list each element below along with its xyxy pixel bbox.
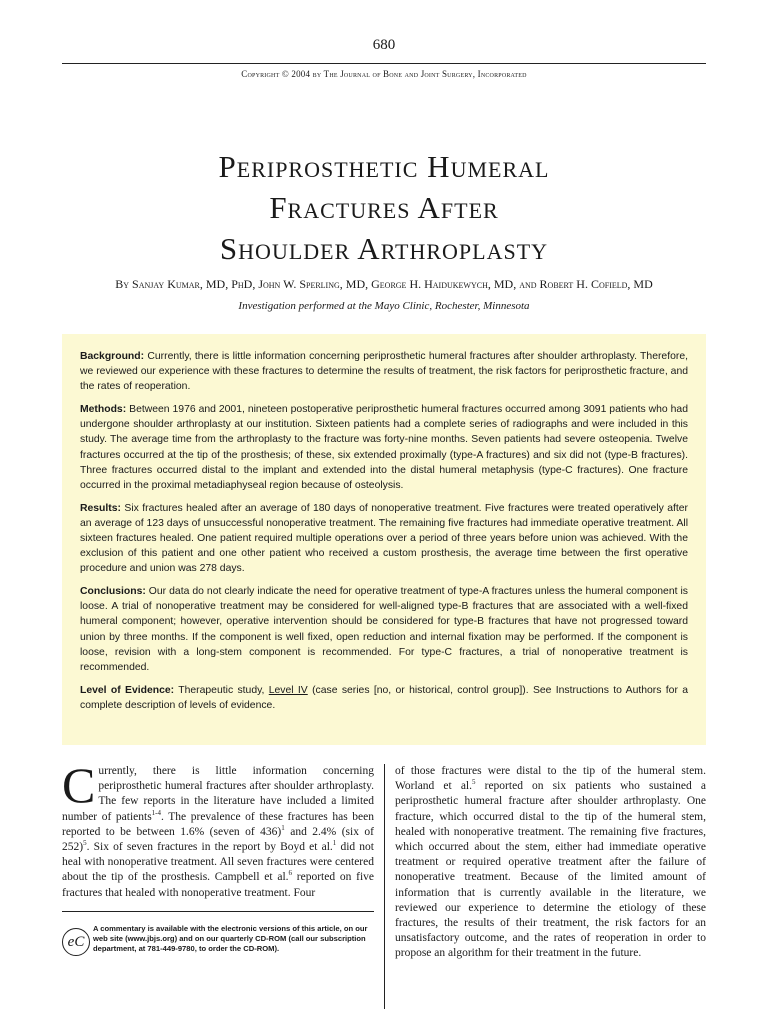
abstract-results (80, 501, 688, 577)
body-column-right (395, 764, 706, 962)
institution-line: Investigation performed at the Mayo Clinic, Rochester, Minnesota (238, 300, 530, 312)
title-line-1: Periprosthetic Humeral (218, 149, 550, 184)
methods-label: Methods: (80, 404, 127, 415)
background-text: Currently, there is little information concerning periprosthetic humeral fractures after shoulder arthroplasty. Therefore, we reviewed our experience with these fractures to determine the results of treatment, the risk factors for periprosthetic fracture, and the rates of reoperation. (80, 351, 688, 393)
level-text-after: (case series [no, or historical, control group]). See Instructions to Authors for a complete description of levels of evidence. (80, 684, 689, 711)
citation-sup: 6 (288, 869, 293, 878)
title-line-3: Shoulder Arthroplasty (219, 231, 549, 266)
left-text-1: urrently, there is little information concerning periprosthetic humeral fractures after shoulder arthroplasty. The few reports in the literature have included a limited number of patients (62, 765, 374, 823)
conclusions-text: Our data do not clearly indicate the need for operative treatment of type-A fractures unless the humeral component is loose. A trial of nonoperative treatment may be considered for well-aligned type-B fractures that are associated with a well-fixed humeral component; however, operative intervention should be considered for type-B fractures that have not progressed toward union by three months. If the component is well fixed, open reduction and internal fixation may be performed. If the component is loose, revision with a long-stem component is recommended. For type-C fractures, a trial of nonoperative treatment is recommended. (80, 586, 688, 674)
commentary-rule (62, 911, 374, 912)
left-text-6: reported on five fractures that healed with nonoperative treatment. Four (62, 871, 374, 899)
drop-cap: C (62, 757, 96, 813)
right-text-1: of those fractures were distal to the tip of the humeral stem. Worland et al. (395, 765, 706, 793)
right-text-2: reported on six patients who sustained a periprosthetic humeral fracture after shoulder arthroplasty. One fracture, which occurred distal to the tip of the humeral stem, healed with nonoperative treatment. The remaining five fractures, which occurred about the stem, either had immediate operative treatment or required operative treatment after the failure of nonoperative treatment. Because of the limited amount of information that is currently available in the literature, we reviewed our experience to determine the etiology of these fractures, the results of their treatment, the risk factors for an unsatisfactory outcome, and the rates of reoperation in order to propose an algorithm for their treatment in the future. (395, 780, 706, 960)
results-label: Results: (80, 502, 121, 514)
page-number: 680 (372, 37, 396, 53)
level-iv-link[interactable]: Level IV (268, 684, 308, 696)
copyright-line (0, 69, 768, 79)
abstract-level-of-evidence (80, 683, 688, 713)
conclusions-label: Conclusions: (80, 586, 146, 598)
abstract-box (62, 334, 706, 745)
left-text-5: did not heal with nonoperative treatment. All seven fractures were centered about the tip of the prosthesis. Campbell et al. (62, 841, 374, 884)
commentary-note: A commentary is available with the electronic versions of this article, on our web site (www.jbjs.org) and on our quarterly CD-ROM (call our subscription department, at 781-449-9780, to order the CD-ROM). (93, 924, 368, 953)
level-text-before: Therapeutic study, (174, 684, 269, 696)
left-text-4: . Six of seven fractures in the report by Boyd et al. (86, 841, 333, 854)
title-line-2: Fractures After (269, 190, 499, 225)
abstract-conclusions (80, 584, 688, 675)
left-text-2: . The prevalence of these fractures has been reported to be between 1.6% (seven of 436) (62, 810, 374, 838)
authors-text: By Sanjay Kumar, MD, PhD, John W. Sperling, MD, George H. Haidukewych, MD, and Robert H. Cofield, MD (115, 277, 653, 291)
column-divider (384, 764, 385, 1009)
abstract-background (80, 349, 688, 395)
header-rule (62, 63, 706, 64)
citation-sup: 1 (281, 823, 285, 832)
article-title (0, 146, 768, 269)
background-label: Background: (80, 351, 145, 362)
citation-sup: 1-4 (151, 808, 162, 817)
body-column-left (62, 757, 374, 901)
results-text: Six fractures healed after an average of 180 days of nonoperative treatment. Five fractures were treated operatively after an average of 123 days of unsuccessful nonoperative treatment. The remaining five fractures had immediate operative treatment. All sixteen fractures healed. One patient required multiple operations over a period of three years before union was achieved. With the exclusion of this patient and one other patient who received a custom prosthesis, the average time between the first operative procedure and union was 278 days. (80, 502, 688, 575)
author-line (0, 277, 768, 292)
methods-text: Between 1976 and 2001, nineteen postoperative periprosthetic humeral fractures occurred among 3091 patients who had undergone shoulder arthroplasty at our institution. Sixteen patients had a complete series of radiographs and were included in this study. The average time from the arthroplasty to the fracture was forty-nine months. Seven patients had severe osteopenia. Twelve fractures occurred at the tip of the prosthesis; of these, six extended proximally (type-A fractures) and six did not (type-B fractures). Three fractures occurred distal to the implant and extended into the distal humeral metaphysis (type-C fractures). One fracture occurred in the proximal metadiaphyseal region because of osteolysis. (80, 404, 688, 492)
citation-sup: 5 (83, 839, 87, 848)
citation-sup: 5 (472, 778, 476, 787)
ec-logo-icon: eC (62, 928, 90, 956)
abstract-methods (80, 402, 688, 493)
citation-sup: 1 (332, 839, 337, 848)
level-label: Level of Evidence: (80, 684, 175, 696)
copyright-text: Copyright © 2004 by The Journal of Bone and Joint Surgery, Incorporated (241, 69, 527, 79)
left-text-3: and 2.4% (six of 252) (62, 825, 374, 854)
